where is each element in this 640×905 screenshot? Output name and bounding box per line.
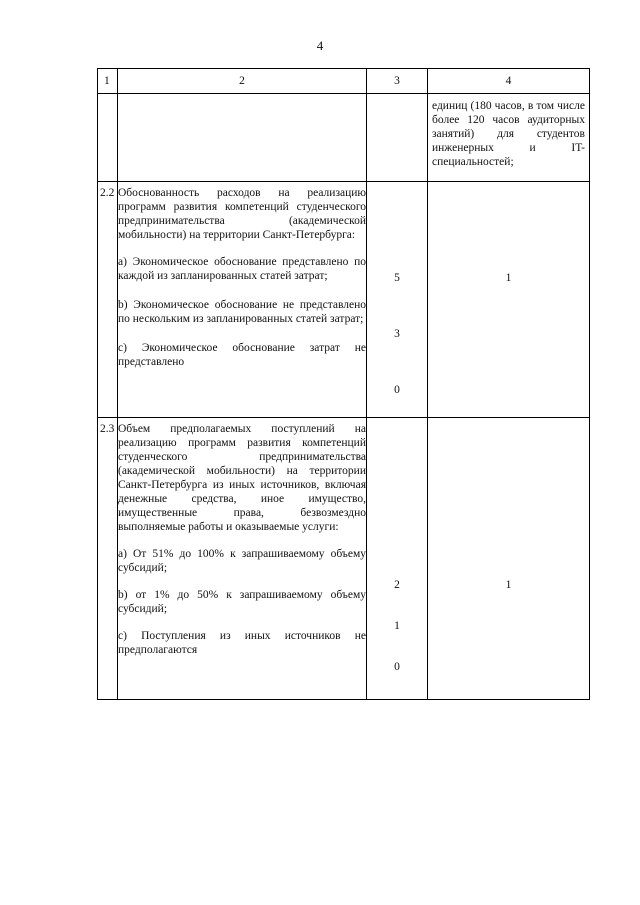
header-col-3: 3	[367, 69, 428, 94]
score-a: 2	[394, 579, 400, 591]
option-a: a) От 51% до 100% к запрашиваемому объему субсидий;	[118, 548, 366, 574]
criterion-description	[118, 182, 367, 418]
header-col-1: 1	[98, 69, 118, 94]
criterion-title: Обоснованность расходов на реализацию программ развития компетенций студенческого предпринимательства (академической мобильности) на территории Санкт-Петербурга:	[118, 187, 366, 241]
points-value: 1	[505, 579, 512, 591]
criterion-row-2-3	[98, 418, 590, 700]
score-c: 0	[394, 661, 400, 673]
page-number: 4	[316, 38, 324, 53]
score-cell	[367, 418, 428, 700]
score-a: 5	[394, 272, 400, 284]
option-c: c) Поступления из иных источников не предполагаются	[118, 630, 366, 656]
continuation-text: единиц (180 часов, в том числе более 120 часов аудиторных занятий) для студентов инженерных и IT-специальностей;	[432, 100, 585, 168]
points-value: 1	[505, 272, 512, 284]
table-header-row	[98, 69, 590, 94]
criterion-row-2-2	[98, 182, 590, 418]
score-cell	[367, 182, 428, 418]
score-c: 0	[394, 384, 400, 396]
criteria-table	[97, 68, 590, 700]
points-cell	[428, 182, 590, 418]
criterion-title: Объем предполагаемых поступлений на реализацию программ развития компетенций студенческого предпринимательства (академической мобильности) на территории Санкт-Петербурга из иных источников, включая денежные средства, иное имущество, имущественные права, безвозмездно выполняемые работы и оказываемые услуги:	[118, 423, 366, 533]
criterion-number: 2.3	[98, 418, 118, 700]
option-c: c) Экономическое обоснование затрат не представлено	[118, 342, 366, 368]
criterion-description	[118, 418, 367, 700]
option-a: a) Экономическое обоснование представлено по каждой из запланированных статей затрат;	[118, 256, 366, 282]
option-b: b) от 1% до 50% к запрашиваемому объему субсидий;	[118, 589, 366, 615]
header-col-4: 4	[428, 69, 590, 94]
continuation-row	[98, 94, 590, 182]
option-b: b) Экономическое обоснование не представлено по нескольким из запланированных статей затрат;	[118, 299, 366, 325]
criterion-number: 2.2	[98, 182, 118, 418]
header-col-2: 2	[118, 69, 367, 94]
points-cell	[428, 418, 590, 700]
score-b: 1	[394, 620, 400, 632]
score-b: 3	[394, 328, 400, 340]
